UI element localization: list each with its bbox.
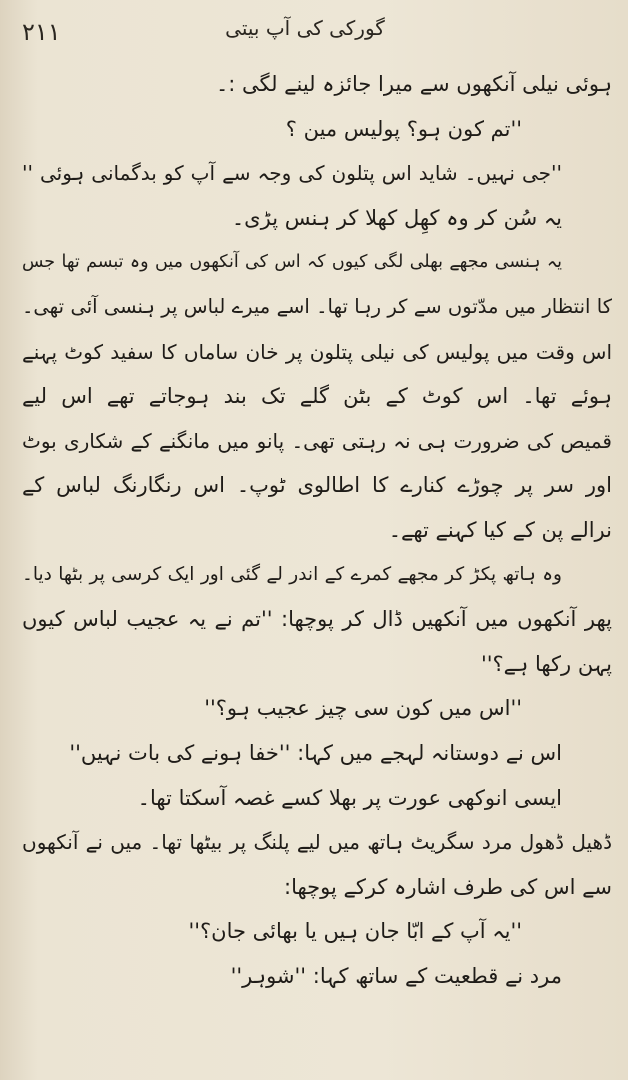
text-line: مرد نے قطعیت کے ساتھ کہا: ''شوہر'' bbox=[230, 963, 562, 988]
text-line: یہ سُن کر وہ کھِل کھلا کر ہنس پڑی۔ bbox=[231, 205, 562, 230]
page-number: ۲۱۱ bbox=[22, 18, 61, 46]
text-line: ایسی انوکھی عورت پر بھلا کسے غصہ آسکتا تھا۔ bbox=[137, 785, 562, 810]
text-line: ''جی نہیں۔ شاید اس پتلون کی وجہ سے آپ کو بدگمانی ہوئی '' bbox=[22, 161, 562, 186]
text-line: ہوئی نیلی آنکھوں سے میرا جائزہ لینے لگی :۔ bbox=[215, 72, 612, 96]
text-line: پھر آنکھوں میں آنکھیں ڈال کر پوچھا: ''تم نے یہ عجیب لباس کیوں bbox=[22, 607, 612, 632]
text-line: ہوئے تھا۔ اس کوٹ کے بٹن گلے تک بند ہوجاتے تھے اس لیے bbox=[22, 384, 612, 409]
page-body bbox=[22, 62, 612, 998]
text-line: یہ ہنسی مجھے بھلی لگی کیوں کہ اس کی آنکھوں میں وہ تبسم تھا جس bbox=[22, 252, 562, 273]
text-line: نرالے پن کے کیا کہنے تھے۔ bbox=[388, 517, 612, 542]
page-header bbox=[0, 14, 628, 54]
text-line: ڈھیل ڈھول مرد سگریٹ ہاتھ میں لیے پلنگ پر بیٹھا تھا۔ میں نے آنکھوں bbox=[22, 830, 612, 855]
running-title: گورکی کی آپ بیتی bbox=[225, 16, 385, 40]
text-line: قمیص کی ضرورت ہی نہ رہتی تھی۔ پانو میں مانگنے کے شکاری بوٹ bbox=[22, 428, 612, 453]
text-line: اور سر پر چوڑے کنارے کا اطالوی ٹوپ۔ اس رنگارنگ لباس کے bbox=[22, 473, 612, 498]
text-line: کا انتظار میں مدّتوں سے کر رہا تھا۔ اسے میرے لباس پر ہنسی آئی تھی۔ bbox=[22, 294, 612, 318]
text-line: پہن رکھا ہے؟'' bbox=[480, 651, 612, 676]
text-line: اس نے دوستانہ لہجے میں کہا: ''خفا ہونے کی بات نہیں'' bbox=[69, 740, 562, 765]
text-line: اس وقت میں پولیس کی نیلی پتلون پر خان ساماں کا سفید کوٹ پہنے bbox=[22, 339, 612, 364]
text-line: ''اس میں کون سی چیز عجیب ہو؟'' bbox=[204, 696, 522, 721]
text-line: سے اس کی طرف اشارہ کرکے پوچھا: bbox=[284, 874, 612, 899]
text-line: ''یہ آپ کے ابّا جان ہیں یا بھائی جان؟'' bbox=[188, 919, 522, 944]
text-line: ''تم کون ہو؟ پولیس مین ؟ bbox=[285, 116, 522, 141]
text-line: وہ ہاتھ پکڑ کر مجھے کمرے کے اندر لے گئی اور ایک کرسی پر بٹھا دیا۔ bbox=[22, 563, 562, 585]
